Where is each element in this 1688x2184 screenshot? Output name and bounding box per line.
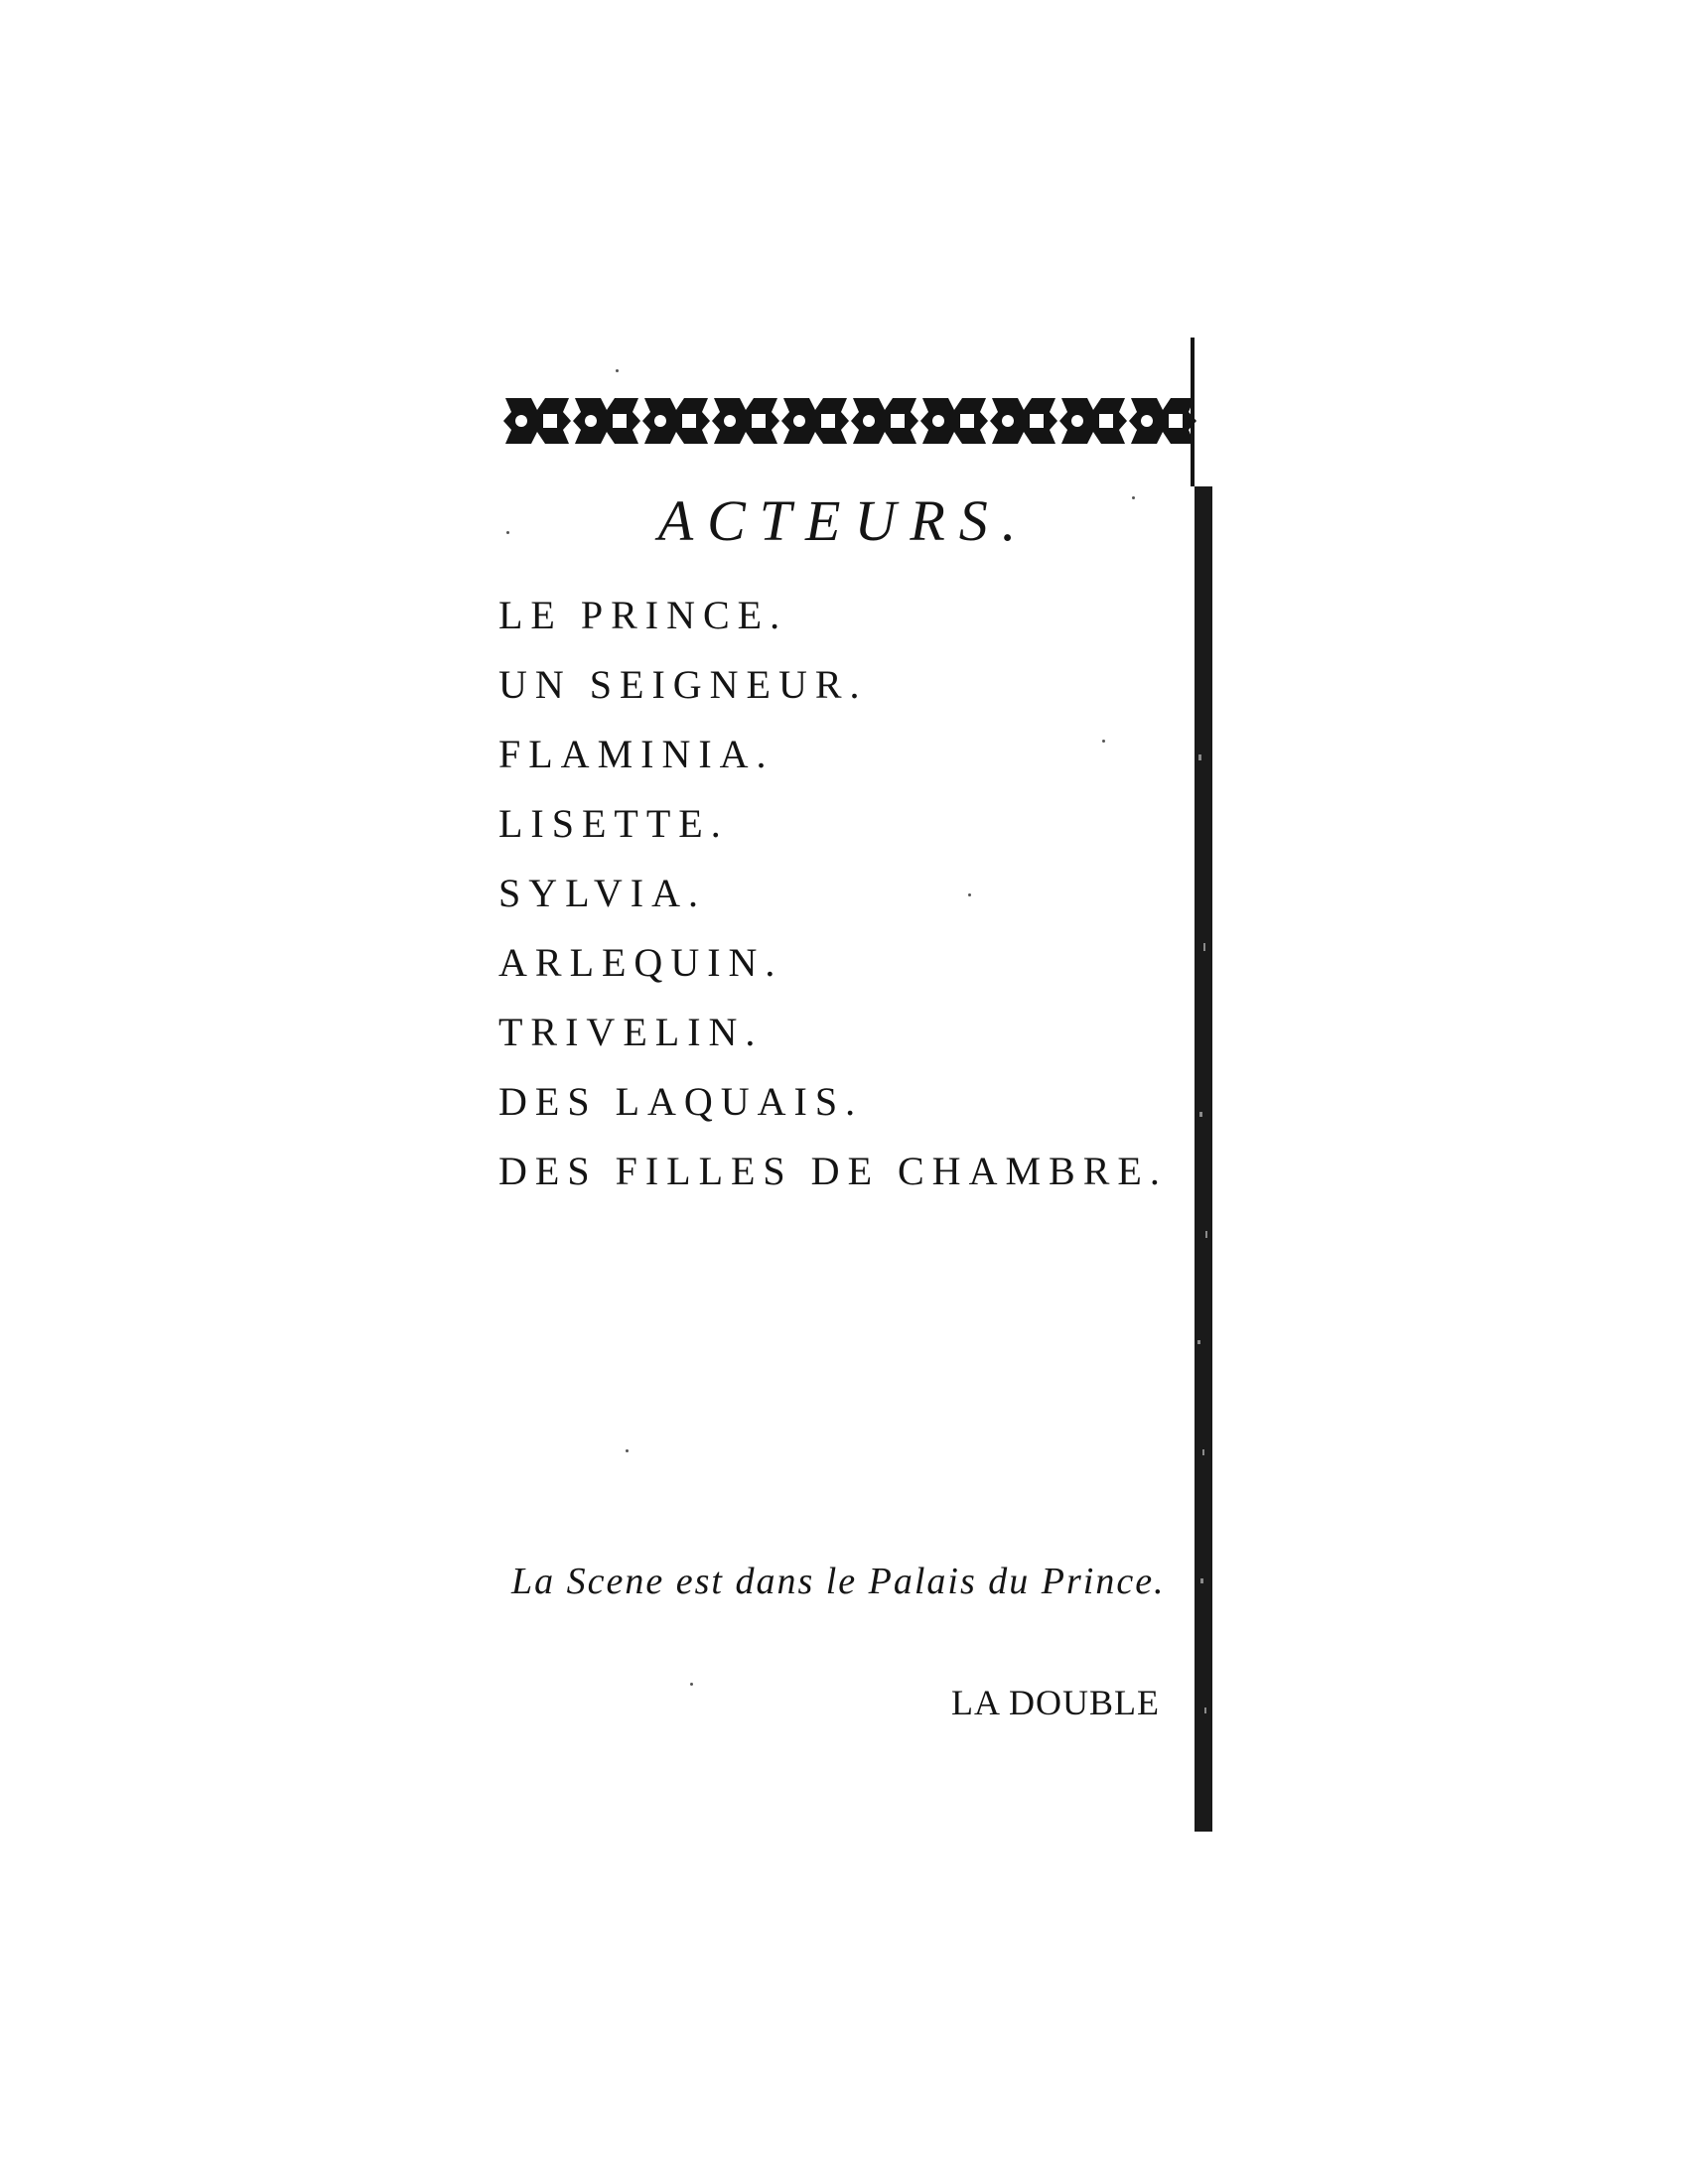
scene-setting-note: La Scene est dans le Palais du Prince. [511, 1561, 1166, 1602]
fleuron-border-icon [501, 390, 1196, 452]
list-item: ARLEQUIN. [498, 940, 783, 985]
ink-speck [506, 531, 509, 534]
binding-edge [1189, 338, 1214, 1832]
list-item: DES LAQUAIS. [498, 1079, 864, 1124]
list-item: LISETTE. [498, 801, 729, 846]
page-heading: ACTEURS. [657, 488, 1031, 553]
list-item: SYLVIA. [498, 871, 706, 915]
catchword: LA DOUBLE [951, 1683, 1160, 1722]
ink-speck [1102, 740, 1105, 743]
list-item: DES FILLES DE CHAMBRE. [498, 1149, 1168, 1193]
list-item: FLAMINIA. [498, 732, 774, 776]
list-item: LE PRINCE. [498, 593, 788, 637]
ink-speck [626, 1449, 629, 1452]
ink-speck [1132, 496, 1135, 499]
ink-speck [968, 893, 971, 896]
ink-speck [690, 1683, 693, 1686]
cast-list [498, 581, 1168, 1206]
list-item: TRIVELIN. [498, 1010, 764, 1054]
ink-speck [616, 369, 619, 372]
list-item: UN SEIGNEUR. [498, 662, 868, 707]
